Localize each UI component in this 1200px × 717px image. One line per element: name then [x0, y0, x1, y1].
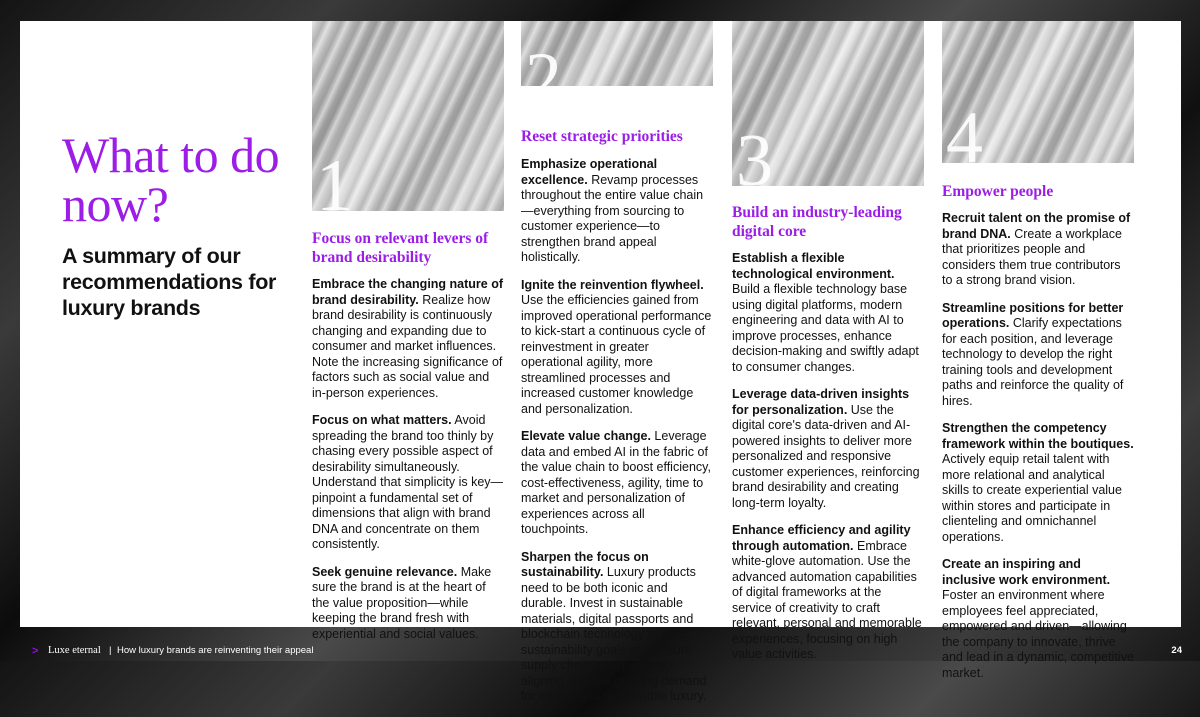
- list-item: Seek genuine relevance. Make sure the brand is at the heart of the value proposition—while keeping the brand fresh with experiential and social values.: [312, 564, 492, 641]
- list-item: Emphasize operational excellence. Revamp processes throughout the entire value chain—everything from sourcing to customer experience—to strengthen brand appeal holistically.: [521, 157, 704, 264]
- column-3-number: 3: [736, 120, 773, 202]
- column-3-image: [732, 21, 924, 202]
- footer: [0, 640, 1200, 661]
- column-3: [732, 21, 924, 661]
- list-item: Enhance efficiency and agility through automation. Embrace white-glove automation. Use the advanced automation capabilities of digital frameworks at the service of creativity to craft relevant, personal and memorable experiences, focusing on high value activities.: [732, 523, 922, 661]
- list-item: Leverage data-driven insights for personalization. Use the digital core's data-driven and AI-powered insights to deliver more personalized and responsive customer experiences, reinforcing brand desirability and creating long-term loyalty.: [732, 387, 920, 510]
- list-item: Establish a flexible technological environment. Build a flexible technology base using digital platforms, modern engineering and data with AI to improve processes, enhance decision-making and swiftly adapt to consumer changes.: [732, 251, 919, 374]
- column-3-title: Build an industry-leading digital core: [732, 204, 902, 240]
- list-item: Strengthen the competency framework within the boutiques. Actively equip retail talent with more relational and analytical skills to create experiential value within stores and participate in clienteling and omnichannel operations.: [942, 421, 1134, 544]
- list-item: Ignite the reinvention flywheel. Use the efficiencies gained from improved operational performance to kick-start a continuous cycle of reinvestment in greater operational agility, more streamlined processes and increased customer knowledge and personalization.: [521, 277, 712, 416]
- footer-brand: Luxe eternal: [48, 645, 101, 656]
- footer-separator: |: [109, 645, 112, 656]
- page-title: What to do now?: [62, 127, 280, 232]
- column-2-image: [521, 21, 713, 120]
- list-item: Create an inspiring and inclusive work environment. Foster an environment where employees feel appreciated, empowered and driven—allowing the company to innovate, thrive and lead in a dynamic, competitive market.: [942, 557, 1134, 680]
- list-item: Embrace the changing nature of brand desirability. Realize how brand desirability is continuously changing and expanding due to consumer and market influences. Note the increasing significance of factors such as social value and in-person experiences.: [312, 277, 504, 400]
- column-2-number: 2: [525, 38, 562, 120]
- column-1-body: [312, 277, 504, 654]
- column-4: [942, 21, 1134, 680]
- list-item: Recruit talent on the promise of brand DNA. Create a workplace that prioritizes people and considers them true contributors to a strong brand vision.: [942, 211, 1131, 287]
- brand-chevron-icon: >: [32, 645, 39, 657]
- column-1-image: [312, 21, 504, 227]
- list-item: Sharpen the focus on sustainability. Luxury products need to be both iconic and durable. Invest in sustainable materials, digital passports and blockchain technology to meet sustainability goals and ensure supply chain transparency, aligning with the growing demand for ethical and responsible luxury.: [521, 549, 707, 703]
- column-4-image: [942, 21, 1134, 179]
- page-number: 24: [1171, 645, 1182, 656]
- column-4-body: [942, 211, 1134, 693]
- column-4-title: Empower people: [942, 183, 1054, 200]
- column-2-body: [521, 157, 713, 717]
- column-1-number: 1: [316, 145, 353, 227]
- column-1: [312, 21, 504, 641]
- footer-subtitle: How luxury brands are reinventing their appeal: [117, 645, 314, 656]
- column-4-number: 4: [946, 97, 983, 179]
- page-subtitle: A summary of our recommendations for luxury brands: [62, 244, 277, 320]
- list-item: Streamline positions for better operations. Clarify expectations for each position, and leverage technology to develop the right training tools and development paths and reinforce the quality of hires.: [942, 300, 1124, 408]
- column-2-title: Reset strategic priorities: [521, 128, 683, 145]
- column-3-body: [732, 251, 924, 675]
- list-item: Elevate value change. Leverage data and embed AI in the fabric of the value chain to boost efficiency, cost-effectiveness, agility, time to market and personalization of experiences across all touchpoints.: [521, 429, 711, 536]
- column-2: [521, 21, 713, 703]
- list-item: Focus on what matters. Avoid spreading the brand too thinly by chasing every possible aspect of desirability simultaneously. Understand that simplicity is key—pinpoint a fundamental set of dimensions that align with brand DNA and concentrate on them consistently.: [312, 413, 504, 551]
- column-1-title: Focus on relevant levers of brand desirability: [312, 230, 489, 266]
